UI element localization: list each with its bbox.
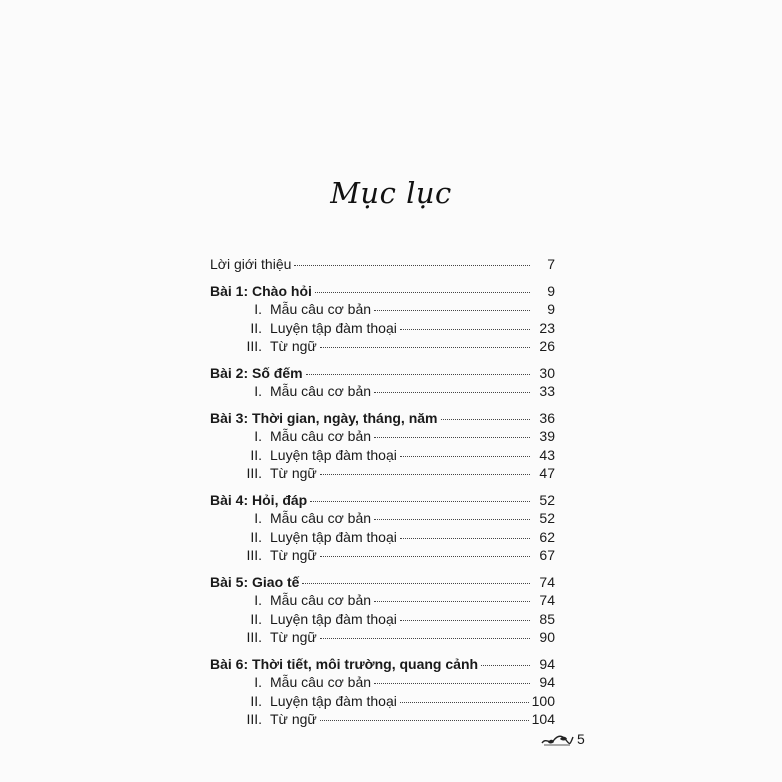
section-title: Mẫu câu cơ bản — [270, 428, 372, 444]
section-title: Từ ngữ — [270, 465, 317, 481]
toc-page-number: 90 — [539, 629, 555, 645]
section-title: Mẫu câu cơ bản — [270, 592, 372, 608]
dot-leader — [315, 292, 530, 293]
toc-entry-label — [210, 628, 317, 646]
roman-numeral: III. — [246, 711, 262, 727]
toc-lesson-row[interactable] — [210, 364, 555, 383]
toc-page-number: 47 — [539, 465, 555, 481]
toc-section-row[interactable] — [210, 300, 555, 319]
toc-entry-label — [210, 382, 371, 400]
roman-numeral: III. — [246, 547, 262, 563]
toc-page-number: 52 — [539, 510, 555, 526]
section-title: Từ ngữ — [270, 629, 317, 645]
toc-entry-label: Bài 4: Hỏi, đáp — [210, 491, 308, 508]
dot-leader — [481, 665, 530, 666]
toc-lesson-row[interactable] — [210, 282, 555, 301]
toc-entry-label — [210, 692, 397, 710]
toc-entry-label — [210, 710, 317, 728]
toc-entry-label — [210, 446, 397, 464]
section-gap — [210, 565, 555, 573]
section-title: Luyện tập đàm thoại — [270, 692, 397, 709]
toc-lesson-row[interactable] — [210, 573, 555, 592]
toc-page-number: 43 — [539, 446, 555, 463]
roman-numeral: I. — [254, 301, 262, 317]
toc-page-number: 36 — [539, 409, 555, 426]
roman-numeral: I. — [254, 674, 262, 690]
section-title: Mẫu câu cơ bản — [270, 510, 372, 526]
toc-section-row[interactable] — [210, 337, 555, 356]
toc-page-number: 85 — [539, 610, 555, 627]
roman-numeral: II. — [250, 610, 262, 627]
toc-section-row[interactable] — [210, 628, 555, 647]
toc-page-number: 7 — [547, 256, 555, 272]
dot-leader — [374, 683, 530, 684]
roman-numeral: I. — [254, 510, 262, 526]
toc-entry-label: Bài 2: Số đếm — [210, 364, 303, 381]
toc-entry-label — [210, 610, 397, 628]
toc-entry-label — [210, 300, 371, 318]
toc-section-row[interactable] — [210, 382, 555, 401]
dot-leader — [306, 374, 530, 375]
roman-numeral: II. — [250, 319, 262, 336]
toc-page-number: 104 — [531, 711, 555, 727]
dot-leader — [320, 556, 530, 557]
section-title: Từ ngữ — [270, 711, 317, 727]
toc-entry-label — [210, 464, 317, 482]
toc-entry-label — [210, 591, 371, 609]
toc-page-number: 62 — [539, 528, 555, 545]
toc-page-number: 74 — [539, 573, 555, 590]
section-title: Luyện tập đàm thoại — [270, 319, 397, 336]
toc-section-row[interactable] — [210, 464, 555, 483]
dot-leader — [400, 620, 530, 621]
page-number: 5 — [577, 731, 585, 747]
toc-page-number: 26 — [539, 338, 555, 354]
section-title: Từ ngữ — [270, 547, 317, 563]
roman-numeral: II. — [250, 446, 262, 463]
section-gap — [210, 647, 555, 655]
section-title: Mẫu câu cơ bản — [270, 301, 372, 317]
dot-leader — [441, 419, 531, 420]
toc-section-row[interactable] — [210, 427, 555, 446]
toc-lesson-row[interactable] — [210, 409, 555, 428]
roman-numeral: II. — [250, 692, 262, 709]
dot-leader — [400, 702, 529, 703]
dot-leader — [374, 601, 530, 602]
section-gap — [210, 356, 555, 364]
dot-leader — [400, 456, 530, 457]
toc-section-row[interactable] — [210, 546, 555, 565]
toc-page-number: 23 — [539, 319, 555, 336]
flourish-ornament-icon — [540, 731, 574, 747]
dot-leader — [320, 474, 530, 475]
page-title: Mục lục — [330, 176, 452, 210]
section-gap — [210, 274, 555, 282]
toc-page-number: 33 — [539, 383, 555, 399]
toc-page-number: 9 — [547, 282, 555, 299]
dot-leader — [374, 437, 530, 438]
toc-lesson-row[interactable] — [210, 491, 555, 510]
toc-section-row[interactable] — [210, 610, 555, 629]
toc-page-number: 67 — [539, 547, 555, 563]
toc-section-row[interactable] — [210, 446, 555, 465]
dot-leader — [294, 265, 530, 266]
dot-leader — [310, 501, 530, 502]
section-title: Từ ngữ — [270, 338, 317, 354]
toc-entry-label — [210, 528, 397, 546]
toc-page-number: 39 — [539, 428, 555, 444]
section-title: Mẫu câu cơ bản — [270, 383, 372, 399]
dot-leader — [320, 638, 530, 639]
dot-leader — [320, 720, 529, 721]
dot-leader — [400, 538, 530, 539]
section-title: Luyện tập đàm thoại — [270, 528, 397, 545]
toc-entry-label — [210, 337, 317, 355]
dot-leader — [374, 519, 530, 520]
roman-numeral: III. — [246, 629, 262, 645]
roman-numeral: I. — [254, 383, 262, 399]
section-gap — [210, 401, 555, 409]
roman-numeral: III. — [246, 465, 262, 481]
toc-entry-label: Bài 3: Thời gian, ngày, tháng, năm — [210, 409, 438, 426]
toc-section-row[interactable] — [210, 528, 555, 547]
toc-page-number: 74 — [539, 592, 555, 608]
page-footer — [540, 731, 585, 747]
toc-section-row[interactable] — [210, 319, 555, 338]
dot-leader — [320, 347, 530, 348]
toc-entry-label — [210, 509, 371, 527]
toc-lesson-row[interactable] — [210, 655, 555, 674]
toc-page-number: 9 — [547, 301, 555, 317]
toc-intro-row[interactable] — [210, 255, 555, 274]
table-of-contents — [210, 255, 555, 729]
roman-numeral: I. — [254, 592, 262, 608]
toc-entry-label — [210, 673, 371, 691]
roman-numeral: III. — [246, 338, 262, 354]
toc-section-row[interactable] — [210, 692, 555, 711]
toc-page-number: 94 — [539, 655, 555, 672]
dot-leader — [374, 392, 530, 393]
roman-numeral: II. — [250, 528, 262, 545]
dot-leader — [302, 583, 530, 584]
toc-entry-label — [210, 427, 371, 445]
toc-entry-label: Bài 6: Thời tiết, môi trường, quang cảnh — [210, 655, 479, 672]
toc-section-row[interactable] — [210, 591, 555, 610]
toc-section-row[interactable] — [210, 673, 555, 692]
toc-entry-label — [210, 319, 397, 337]
section-title: Luyện tập đàm thoại — [270, 610, 397, 627]
toc-entry-label: Bài 1: Chào hỏi — [210, 282, 312, 299]
toc-entry-label: Lời giới thiệu — [210, 256, 292, 272]
dot-leader — [400, 329, 530, 330]
toc-page-number: 100 — [531, 692, 555, 709]
section-title: Mẫu câu cơ bản — [270, 674, 372, 690]
toc-section-row[interactable] — [210, 710, 555, 729]
dot-leader — [374, 310, 530, 311]
toc-page-number: 30 — [539, 364, 555, 381]
roman-numeral: I. — [254, 428, 262, 444]
section-gap — [210, 483, 555, 491]
toc-page-number: 94 — [539, 674, 555, 690]
toc-section-row[interactable] — [210, 509, 555, 528]
toc-page-number: 52 — [539, 491, 555, 508]
toc-entry-label: Bài 5: Giao tế — [210, 573, 300, 590]
toc-entry-label — [210, 546, 317, 564]
section-title: Luyện tập đàm thoại — [270, 446, 397, 463]
